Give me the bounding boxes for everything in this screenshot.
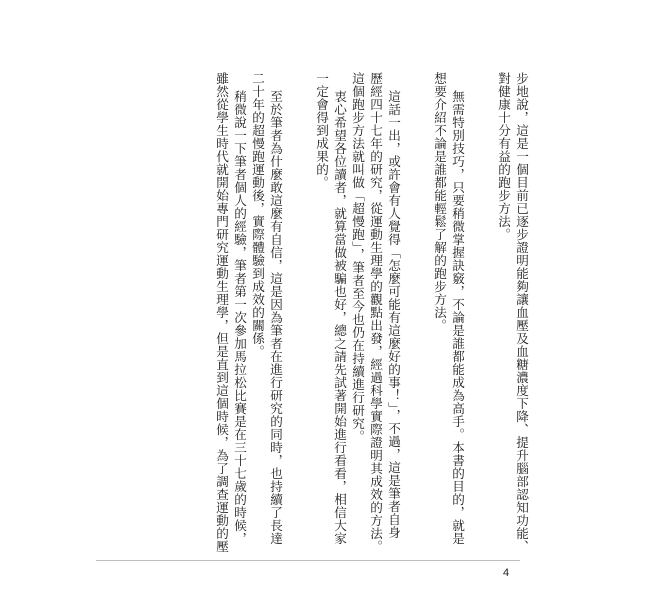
text-column: 二十年的超慢跑運動後，實際體驗到成效的關係。 (250, 72, 265, 358)
text-column: 歷經四十七年的研究，從運動生理學的觀點出發，經過科學實際證明其成效的方法。 (368, 72, 383, 553)
page-number: 4 (503, 567, 510, 579)
text-column: 一定會得到成果的。 (314, 72, 329, 189)
text-column: 至於筆者為什麼敢這麼有自信，這是因為筆者在進行研究的同時，也持續了長達 (268, 90, 283, 545)
text-column: 這話一出，或許會有人覺得「怎麼可能有這麼好的事！」，不過，這是筆者自身 (386, 90, 401, 539)
text-column: 衷心希望各位讀者，就算當做被騙也好，總之請先試著開始進行看看，相信大家 (332, 90, 347, 545)
text-column: 步地說，這是一個目前已逐步證明能夠讓血壓及血糖濃度下降、提升腦部認知功能、 (514, 72, 529, 553)
text-column: 這個跑步方法就叫做「超慢跑」，筆者至今也仍在持續進行研究。 (350, 72, 365, 443)
text-column: 稍微說一下筆者個人的經驗，筆者第一次參加馬拉松比賽是在三十七歲的時候， (232, 90, 247, 545)
text-column: 無需特別技巧，只要稍微掌握訣竅，不論是誰都能成為高手。本書的目的，就是 (450, 90, 465, 545)
text-column: 對健康十分有益的跑步方法。 (496, 72, 511, 241)
footer-divider (96, 560, 520, 561)
text-column: 想要介紹不論是誰都能輕鬆了解的跑步方法。 (432, 72, 447, 332)
text-column: 雖然從學生時代就開始專門研究運動生理學，但是直到這個時候，為了調查運動的壓 (214, 72, 229, 553)
vertical-text-block (209, 72, 529, 553)
